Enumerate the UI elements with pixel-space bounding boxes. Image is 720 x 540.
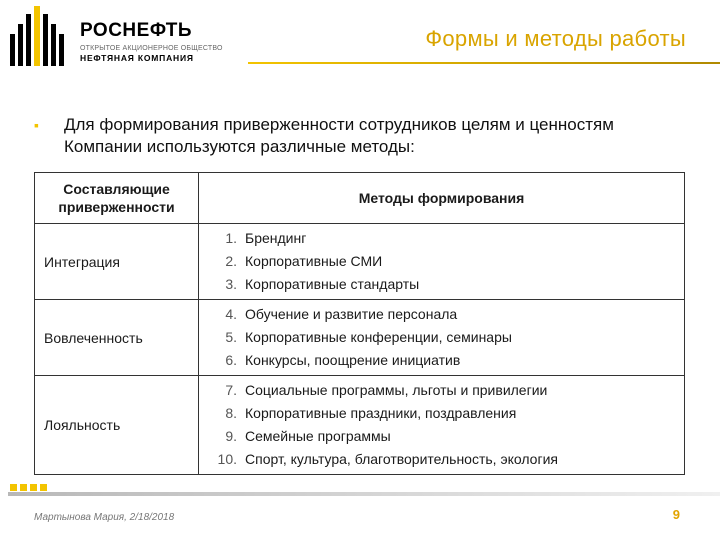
footer-decor-square (20, 484, 27, 491)
page-number: 9 (672, 507, 680, 522)
methods-cell (199, 300, 685, 376)
list-item-text: Корпоративные стандарты (245, 276, 420, 292)
list-item-number: 6. (225, 352, 237, 368)
title-divider (248, 62, 720, 64)
list-item (211, 250, 684, 273)
table-row (35, 300, 685, 376)
list-item-number: 3. (225, 276, 237, 292)
list-item-number: 10. (217, 451, 237, 467)
list-item (211, 349, 684, 372)
methods-cell (199, 376, 685, 475)
list-item-text: Семейные программы (245, 428, 391, 444)
list-item-text: Обучение и развитие персонала (245, 306, 458, 322)
list-item (211, 326, 684, 349)
list-item (211, 402, 684, 425)
logo-subtitle-company-type: ОТКРЫТОЕ АКЦИОНЕРНОЕ ОБЩЕСТВО (80, 45, 223, 52)
component-cell: Интеграция (35, 224, 199, 300)
list-item-text: Социальные программы, льготы и привилегии (245, 382, 548, 398)
footer-divider (8, 492, 720, 496)
company-logo (8, 6, 248, 66)
list-item (211, 303, 684, 326)
list-item-number: 1. (225, 230, 237, 246)
column-header-methods: Методы формирования (199, 173, 685, 224)
column-header-components: Составляющие приверженности (35, 173, 199, 224)
table-row (35, 224, 685, 300)
intro-bullet (34, 114, 674, 158)
footer-decor-square (40, 484, 47, 491)
rosneft-logo-icon (8, 6, 72, 66)
component-cell: Лояльность (35, 376, 199, 475)
bullet-square-icon: ▪ (34, 117, 39, 133)
table-header-row (35, 173, 685, 224)
methods-cell (199, 224, 685, 300)
footer-author: Мартынова Мария, 2/18/2018 (34, 512, 175, 523)
list-item-text: Корпоративные СМИ (245, 253, 383, 269)
list-item-number: 9. (225, 428, 237, 444)
footer-decor-square (10, 484, 17, 491)
list-item (211, 227, 684, 250)
logo-subtitle-oil-company: НЕФТЯНАЯ КОМПАНИЯ (80, 53, 194, 63)
list-item (211, 425, 684, 448)
list-item (211, 448, 684, 471)
list-item-number: 8. (225, 405, 237, 421)
methods-table (34, 172, 685, 475)
list-item (211, 379, 684, 402)
logo-name: РОСНЕФТЬ (80, 20, 193, 41)
list-item-number: 7. (225, 382, 237, 398)
slide-title: Формы и методы работы (425, 26, 686, 51)
list-item-number: 5. (225, 329, 237, 345)
list-item-text: Корпоративные конференции, семинары (245, 329, 512, 345)
list-item-text: Конкурсы, поощрение инициатив (245, 352, 461, 368)
list-item (211, 273, 684, 296)
list-item-number: 2. (225, 253, 237, 269)
intro-text: Для формирования приверженности сотрудников целям и ценностям Компании используются различные методы: (64, 115, 614, 156)
list-item-text: Брендинг (245, 230, 307, 246)
table-row (35, 376, 685, 475)
list-item-number: 4. (225, 306, 237, 322)
component-cell: Вовлеченность (35, 300, 199, 376)
list-item-text: Корпоративные праздники, поздравления (245, 405, 517, 421)
list-item-text: Спорт, культура, благотворительность, экология (245, 451, 558, 467)
footer-decor-square (30, 484, 37, 491)
